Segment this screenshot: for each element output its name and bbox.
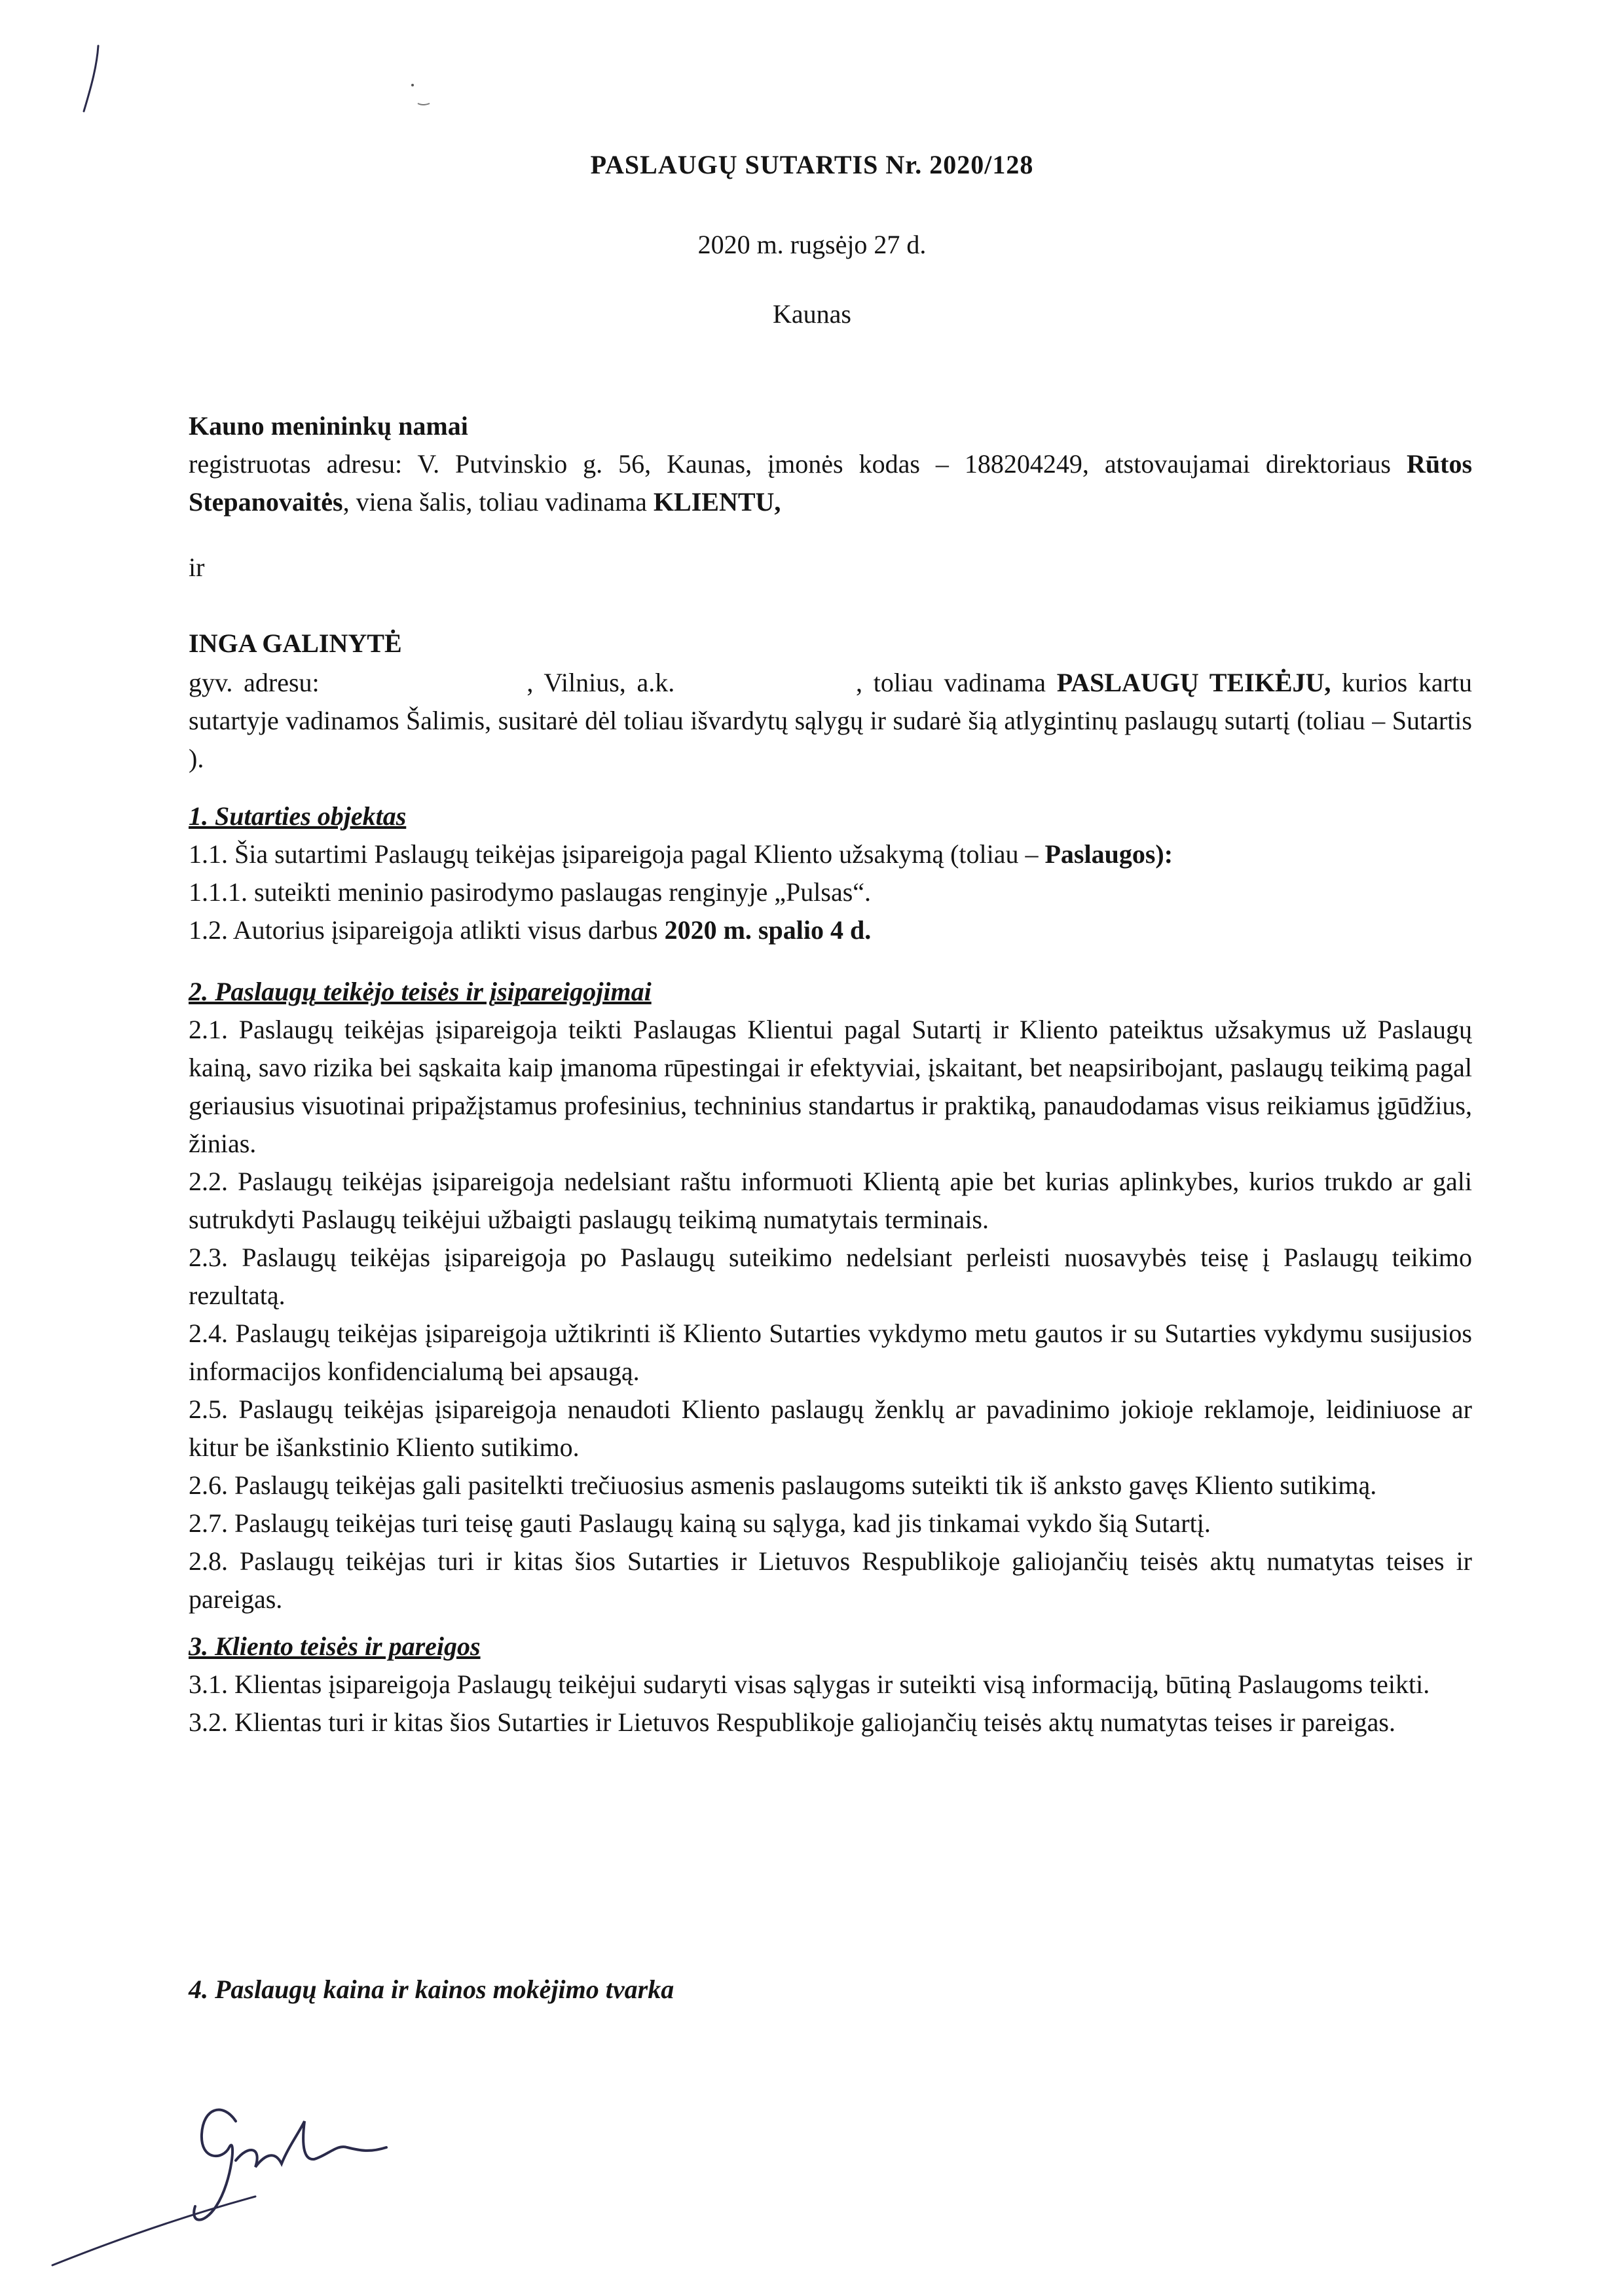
document-date: 2020 m. rugsėjo 27 d.: [697, 230, 927, 259]
clause-1-1-bold: Paslaugos):: [1044, 839, 1173, 869]
provider-details: [189, 663, 1472, 778]
provider-city-text: , Vilnius, a.k.: [526, 668, 675, 697]
section-3-heading: 3. Kliento teisės ir pareigos: [189, 1631, 481, 1661]
redacted-address: [330, 663, 526, 691]
conjunction: [189, 549, 1472, 587]
signature: [39, 2082, 445, 2278]
section-3: [189, 1628, 1472, 1741]
clause-1-1: [189, 835, 1472, 873]
clause-3-1: 3.1. Klientas įsipareigoja Paslaugų teikėjui sudaryti visas sąlygas ir suteikti visą informaciją, būtiną Paslaugoms teikti.: [189, 1669, 1430, 1699]
provider-address-prefix: gyv. adresu:: [189, 668, 320, 697]
party-provider-block: [189, 625, 1472, 778]
clause-1-1-text: 1.1. Šia sutartimi Paslaugų teikėjas įsipareigoja pagal Kliento užsakymą (toliau –: [189, 839, 1045, 869]
clause-1-2: [189, 911, 1472, 949]
document-title: PASLAUGŲ SUTARTIS Nr. 2020/128: [590, 150, 1034, 179]
clause-1-2-date: 2020 m. spalio 4 d.: [664, 915, 872, 945]
ink-dots-mark: [406, 79, 445, 118]
clause-1-2-text: 1.2. Autorius įsipareigoja atlikti visus darbus: [189, 915, 665, 945]
section-2-heading: 2. Paslaugų teikėjo teisės ir įsipareigojimai: [189, 977, 652, 1006]
section-4: [189, 1971, 1472, 2009]
pen-stroke-mark: [72, 39, 111, 118]
redacted-personal-code: [686, 663, 856, 691]
section-1: [189, 797, 1472, 949]
client-name: Kauno menininkų namai: [189, 411, 468, 441]
clause-1-1-1: 1.1.1. suteikti meninio pasirodymo paslaugas renginyje „Pulsas“.: [189, 877, 872, 907]
provider-role-prefix: , toliau vadinama: [855, 668, 1046, 697]
clause-2-2: 2.2. Paslaugų teikėjas įsipareigoja nedelsiant raštu informuoti Klientą apie bet kurias aplinkybes, kurios trukdo ar gali sutrukdyti Paslaugų teikėjui užbaigti paslaugų teikimą numatytais terminais.: [189, 1167, 1472, 1234]
section-1-heading: 1. Sutarties objektas: [189, 801, 407, 831]
clause-2-6: 2.6. Paslaugų teikėjas gali pasitelkti trečiuosius asmenis paslaugoms suteikti tik iš anksto gavęs Kliento sutikimą.: [189, 1470, 1377, 1500]
client-role: KLIENTU,: [653, 487, 781, 517]
clause-3-2: 3.2. Klientas turi ir kitas šios Sutarties ir Lietuvos Respublikoje galiojančių teisės aktų numatytas teises ir pareigas.: [189, 1707, 1395, 1737]
section-2: [189, 973, 1472, 1618]
client-details: [189, 445, 1472, 521]
client-director: Rūtos Stepanovaitės: [189, 449, 1473, 517]
client-party-text: , viena šalis, toliau vadinama: [342, 487, 647, 517]
conjunction-text: ir: [189, 553, 205, 582]
clause-2-5: 2.5. Paslaugų teikėjas įsipareigoja nenaudoti Kliento paslaugų ženklų ar pavadinimo jokioje reklamoje, leidiniuose ar kitur be išankstinio Kliento sutikimo.: [189, 1394, 1472, 1462]
client-address-text: registruotas adresu: V. Putvinskio g. 56, Kaunas, įmonės kodas – 188204249, atstovaujamai direktoriaus: [189, 449, 1391, 479]
provider-rest-text: kurios kartu sutartyje vadinamos Šalimis, susitarė dėl toliau išvardytų sąlygų ir sudarė šią atlygintinų paslaugų sutartį (toliau – Sutartis ).: [189, 668, 1473, 773]
clause-2-4: 2.4. Paslaugų teikėjas įsipareigoja užtikrinti iš Kliento Sutarties vykdymo metu gautos ir su Sutarties vykdymu susijusios informacijos konfidencialumą bei apsaugą.: [189, 1319, 1472, 1386]
provider-role: PASLAUGŲ TEIKĖJU,: [1056, 668, 1331, 697]
clause-2-3: 2.3. Paslaugų teikėjas įsipareigoja po Paslaugų suteikimo nedelsiant perleisti nuosavybės teisę į Paslaugų teikimo rezultatą.: [189, 1243, 1472, 1310]
provider-name: INGA GALINYTĖ: [189, 629, 402, 658]
clause-2-8: 2.8. Paslaugų teikėjas turi ir kitas šios Sutarties ir Lietuvos Respublikoje galiojančių teisės aktų numatytas teises ir pareigas.: [189, 1546, 1472, 1614]
party-client-block: [189, 407, 1472, 521]
clause-2-7: 2.7. Paslaugų teikėjas turi teisę gauti Paslaugų kainą su sąlyga, kad jis tinkamai vykdo šią Sutartį.: [189, 1508, 1211, 1538]
document-city: Kaunas: [773, 299, 851, 329]
clause-2-1: 2.1. Paslaugų teikėjas įsipareigoja teikti Paslaugas Klientui pagal Sutartį ir Kliento pateiktus užsakymus už Paslaugų kainą, savo rizika bei sąskaita kaip įmanoma rūpestingai ir efektyviai, įskaitant, bet neapsiribojant, paslaugų teikimą pagal geriausius visuotinai pripažįstamus profesinius, techninius standartus ir praktiką, panaudodamas visus reikiamus įgūdžius, žinias.: [189, 1015, 1472, 1158]
section-4-heading: 4. Paslaugų kaina ir kainos mokėjimo tvarka: [189, 1975, 674, 2004]
